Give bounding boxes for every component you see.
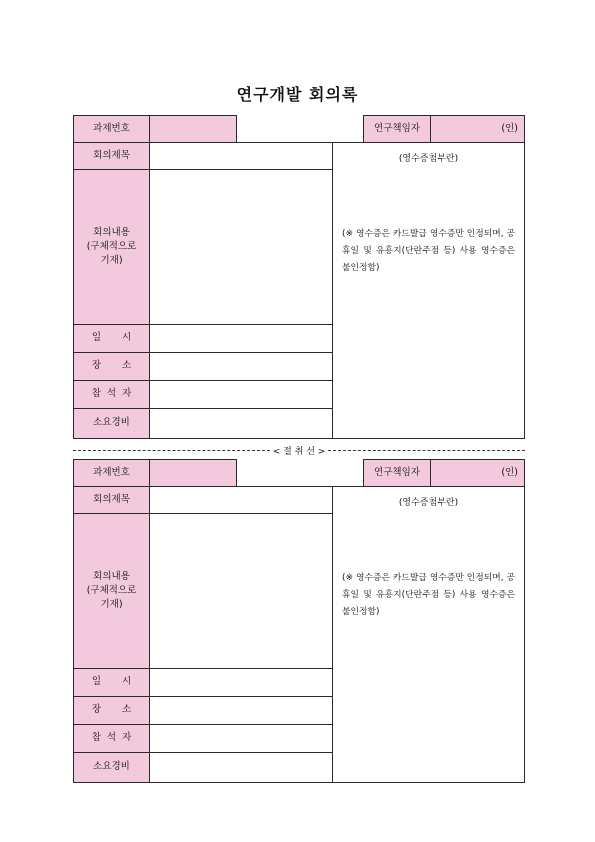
content-label-line1: 회의내용	[93, 570, 130, 582]
place-label: 장 소	[73, 696, 150, 725]
content-label-line2: (구체적으로	[86, 240, 137, 252]
meeting-content-field[interactable]	[149, 169, 333, 325]
cut-line-dash-right	[328, 450, 525, 451]
expense-field[interactable]	[149, 752, 333, 783]
receipt-note: (※ 영수증은 카드발급 영수증만 인정되며, 공휴일 및 유흥지(단란주점 등) 사용 영수증은 불인정함)	[342, 229, 515, 273]
place-field[interactable]	[149, 696, 333, 725]
place-field[interactable]	[149, 352, 333, 381]
meeting-title-label: 회의제목	[73, 142, 150, 170]
project-number-label: 과제번호	[73, 115, 150, 143]
cut-line-dash-left	[73, 450, 270, 451]
date-field[interactable]	[149, 668, 333, 697]
meeting-title-field[interactable]	[149, 142, 333, 170]
project-number-label: 과제번호	[73, 459, 150, 487]
receipt-area[interactable]	[332, 486, 525, 783]
attendees-field[interactable]	[149, 724, 333, 753]
receipt-heading: (영수증첨부란)	[398, 154, 459, 164]
meeting-record-form-copy	[73, 459, 525, 783]
content-label-line1: 회의내용	[93, 226, 130, 238]
expense-label: 소요경비	[73, 752, 150, 783]
content-label-line3: 기재)	[100, 255, 123, 267]
date-label: 일 시	[73, 668, 150, 697]
receipt-area[interactable]	[332, 142, 525, 439]
project-number-field[interactable]	[149, 115, 237, 143]
content-label-line3: 기재)	[100, 599, 123, 611]
meeting-content-label	[73, 169, 150, 325]
document-title: 연구개발 회의록	[236, 85, 359, 104]
researcher-seal-field[interactable]	[430, 459, 525, 487]
seal-mark: (인)	[501, 122, 518, 134]
meeting-record-form	[73, 115, 525, 439]
meeting-title-label: 회의제목	[73, 486, 150, 514]
attendees-field[interactable]	[149, 380, 333, 409]
cut-line	[73, 443, 525, 457]
content-label-line2: (구체적으로	[86, 584, 137, 596]
cut-line-label: < 절 취 선 >	[272, 446, 326, 457]
receipt-note: (※ 영수증은 카드발급 영수증만 인정되며, 공휴일 및 유흥지(단란주점 등) 사용 영수증은 불인정함)	[342, 573, 515, 617]
researcher-label: 연구책임자	[363, 115, 431, 143]
researcher-seal-field[interactable]	[430, 115, 525, 143]
meeting-content-label	[73, 513, 150, 669]
expense-label: 소요경비	[73, 408, 150, 439]
attendees-label: 참 석 자	[73, 380, 150, 409]
attendees-label: 참 석 자	[73, 724, 150, 753]
date-label: 일 시	[73, 324, 150, 353]
place-label: 장 소	[73, 352, 150, 381]
seal-mark: (인)	[501, 466, 518, 478]
receipt-heading: (영수증첨부란)	[398, 498, 459, 508]
project-number-field[interactable]	[149, 459, 237, 487]
researcher-label: 연구책임자	[363, 459, 431, 487]
meeting-content-field[interactable]	[149, 513, 333, 669]
date-field[interactable]	[149, 324, 333, 353]
meeting-title-field[interactable]	[149, 486, 333, 514]
expense-field[interactable]	[149, 408, 333, 439]
